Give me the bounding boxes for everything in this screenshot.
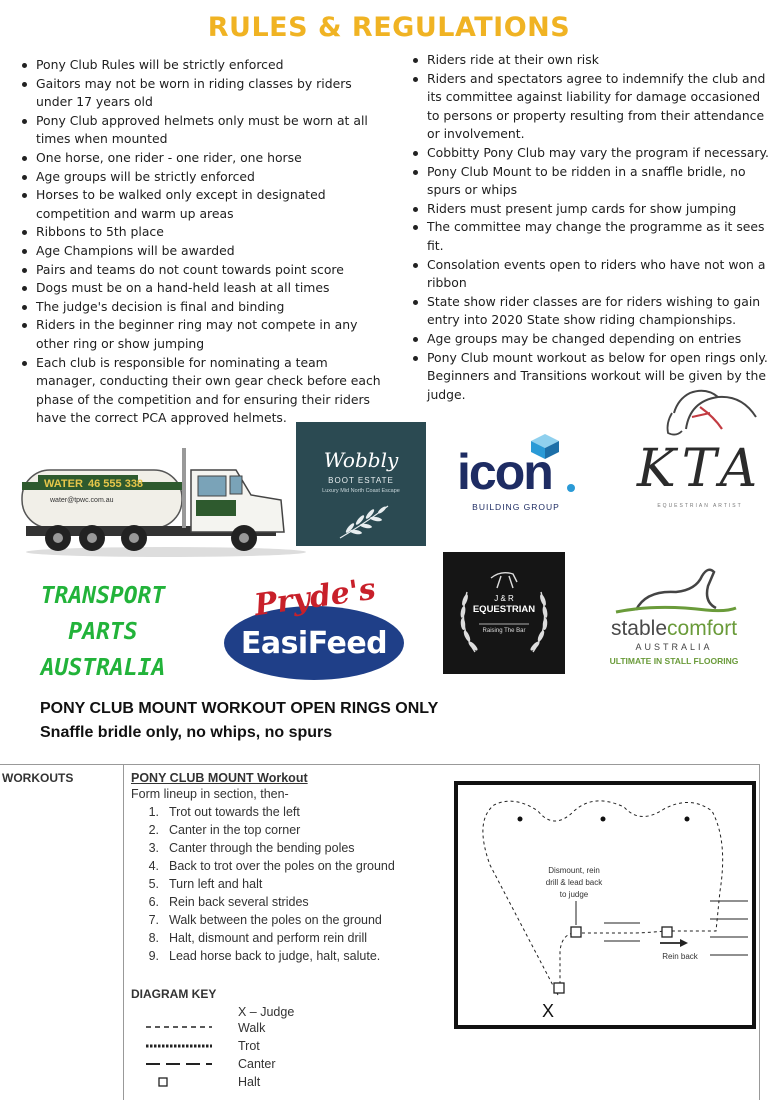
rule-item: Gaitors may not be worn in riding classes by riders under 17 years old [20, 75, 382, 112]
step-number: 7. [148, 913, 159, 927]
rule-item: Pony Club approved helmets only must be worn at all times when mounted [20, 112, 382, 149]
icon-building-group-logo [455, 432, 580, 517]
rule-item: Riders ride at their own risk [411, 51, 773, 70]
stable-comfort-tagline: ULTIMATE IN STALL FLOORING [609, 656, 739, 666]
rein-back-label: Rein back [662, 952, 698, 961]
rule-item: Age groups will be strictly enforced [20, 168, 382, 187]
rule-item: Cobbitty Pony Club may vary the program if necessary. [411, 144, 773, 163]
workout-step [131, 821, 395, 839]
workout-text [131, 771, 395, 965]
wobbly-line1: BOOT ESTATE [328, 476, 394, 485]
step-number: 6. [148, 895, 159, 909]
key-symbols [142, 1019, 222, 1091]
tpa-line1: TRANSPORT [40, 583, 166, 609]
rule-item: One horse, one rider - one rider, one horse [20, 149, 382, 168]
rule-item: The committee may change the programme as it sees fit. [411, 218, 773, 255]
tpa-line3: AUSTRALIA [40, 655, 166, 681]
wobbly-name: Wobbly [323, 448, 399, 472]
truck-tank-text: WATER [44, 478, 83, 490]
workout-step [131, 929, 395, 947]
key-walk: Walk [238, 1021, 266, 1035]
icon-dot [567, 484, 575, 492]
jr-line3: Raising The Bar [482, 628, 526, 634]
tpa-line2: PARTS [68, 619, 138, 645]
icon-sub: BUILDING GROUP [472, 502, 560, 512]
rule-item: Riders and spectators agree to indemnify the club and its committee against liability for damage occasioned to persons or property resulting from their attendance or involvement. [411, 70, 773, 144]
dismount-label-2: drill & lead back [545, 878, 603, 887]
kta-letters: KTA [636, 439, 764, 499]
workout-step [131, 875, 395, 893]
step-text: Canter in the top corner [169, 823, 301, 837]
key-canter: Canter [238, 1057, 276, 1071]
truck-email: water@tpwc.com.au [50, 497, 114, 504]
step-number: 4. [148, 859, 159, 873]
easifeed-text: EasiFeed [240, 626, 388, 661]
jr-equestrian-logo [443, 552, 565, 674]
workout-intro: Form lineup in section, then- [131, 787, 289, 801]
rule-item: The judge's decision is final and binding [20, 298, 382, 317]
key-judge: X – Judge [238, 1005, 295, 1019]
workout-heading: PONY CLUB MOUNT Workout [131, 771, 308, 785]
jr-line2: EQUESTRIAN [472, 604, 536, 615]
workout-steps [131, 803, 395, 965]
wobbly-boot-estate-logo [296, 422, 426, 546]
table-divider [123, 765, 124, 1100]
rule-item: Dogs must be on a hand-held leash at all times [20, 279, 382, 298]
step-number: 3. [148, 841, 159, 855]
step-text: Walk between the poles on the ground [169, 913, 382, 927]
step-text: Turn left and halt [169, 877, 263, 891]
stable-comfort-logo [596, 560, 752, 674]
wobbly-line2: Luxury Mid North Coast Escape [322, 488, 400, 494]
key-trot: Trot [238, 1039, 260, 1053]
stable-comfort-country: AUSTRALIA [635, 642, 713, 652]
workout-section-heading: PONY CLUB MOUNT WORKOUT OPEN RINGS ONLY [40, 700, 439, 717]
lying-horse-icon [596, 560, 752, 620]
workout-step [131, 839, 395, 857]
rule-item: Pony Club mount workout as below for open rings only. Beginners and Transitions workout will be given by the judge. [411, 349, 773, 405]
comfort-word: comfort [667, 617, 738, 640]
step-text: Rein back several strides [169, 895, 309, 909]
icon-wordmark: icon [457, 444, 552, 500]
workout-section-subheading: Snaffle bridle only, no whips, no spurs [40, 724, 333, 741]
rule-item: Pony Club Mount to be ridden in a snaffle bridle, no spurs or whips [411, 163, 773, 200]
rule-item: Riders must present jump cards for show jumping [411, 200, 773, 219]
step-number: 1. [148, 805, 159, 819]
leaf-icon [336, 502, 392, 542]
kta-sub: EQUESTRIAN ARTIST [657, 503, 743, 509]
judge-mark: X [541, 1001, 555, 1021]
rule-item: Each club is responsible for nominating a team manager, conducting their own gear check before each phase of the competition and for ensuring their riders have the correct PCA approved helmets. [20, 354, 382, 428]
workout-table [0, 764, 760, 1100]
step-number: 2. [148, 823, 159, 837]
step-text: Lead horse back to judge, halt, salute. [169, 949, 381, 963]
key-halt: Halt [238, 1075, 261, 1089]
rule-item: Pony Club Rules will be strictly enforced [20, 56, 382, 75]
step-text: Halt, dismount and perform rein drill [169, 931, 367, 945]
step-text: Trot out towards the left [169, 805, 300, 819]
rules-list-left [20, 56, 382, 428]
prydes-easifeed-logo [222, 571, 406, 682]
step-text: Back to trot over the poles on the ground [169, 859, 395, 873]
workout-step [131, 857, 395, 875]
jr-line1: J & R [494, 594, 514, 603]
rule-item: State show rider classes are for riders wishing to gain entry into 2020 State show riding championships. [411, 293, 773, 330]
step-text: Canter through the bending poles [169, 841, 355, 855]
rule-item: Age groups may be changed depending on entries [411, 330, 773, 349]
page-title: RULES & REGULATIONS [207, 12, 571, 43]
step-number: 9. [148, 949, 159, 963]
step-number: 5. [148, 877, 159, 891]
kta-logo [626, 383, 774, 513]
diagram-key-title: DIAGRAM KEY [131, 987, 217, 1001]
workout-step [131, 803, 395, 821]
water-truck-logo [16, 440, 306, 560]
rule-item: Ribbons to 5th place [20, 223, 382, 242]
arena-diagram [454, 781, 758, 1029]
stable-comfort-wordmark [596, 616, 752, 642]
rule-item: Consolation events open to riders who have not won a ribbon [411, 256, 773, 293]
workout-step [131, 911, 395, 929]
step-number: 8. [148, 931, 159, 945]
rule-item: Horses to be walked only except in designated competition and warm up areas [20, 186, 382, 223]
dismount-label-1: Dismount, rein [548, 866, 600, 875]
rule-item: Pairs and teams do not count towards point score [20, 261, 382, 280]
truck-phone: 46 555 338 [88, 478, 144, 490]
rule-item: Riders in the beginner ring may not compete in any other ring or show jumping [20, 316, 382, 353]
rules-list-right [411, 51, 773, 404]
rule-item: Age Champions will be awarded [20, 242, 382, 261]
stable-word: stable [610, 617, 668, 640]
workout-step [131, 893, 395, 911]
transport-parts-australia-logo [18, 578, 188, 686]
workout-step [131, 947, 395, 965]
dismount-label-3: to judge [559, 890, 589, 899]
prydes-text: Pryde's [252, 571, 378, 624]
workouts-label: WORKOUTS [2, 771, 74, 785]
